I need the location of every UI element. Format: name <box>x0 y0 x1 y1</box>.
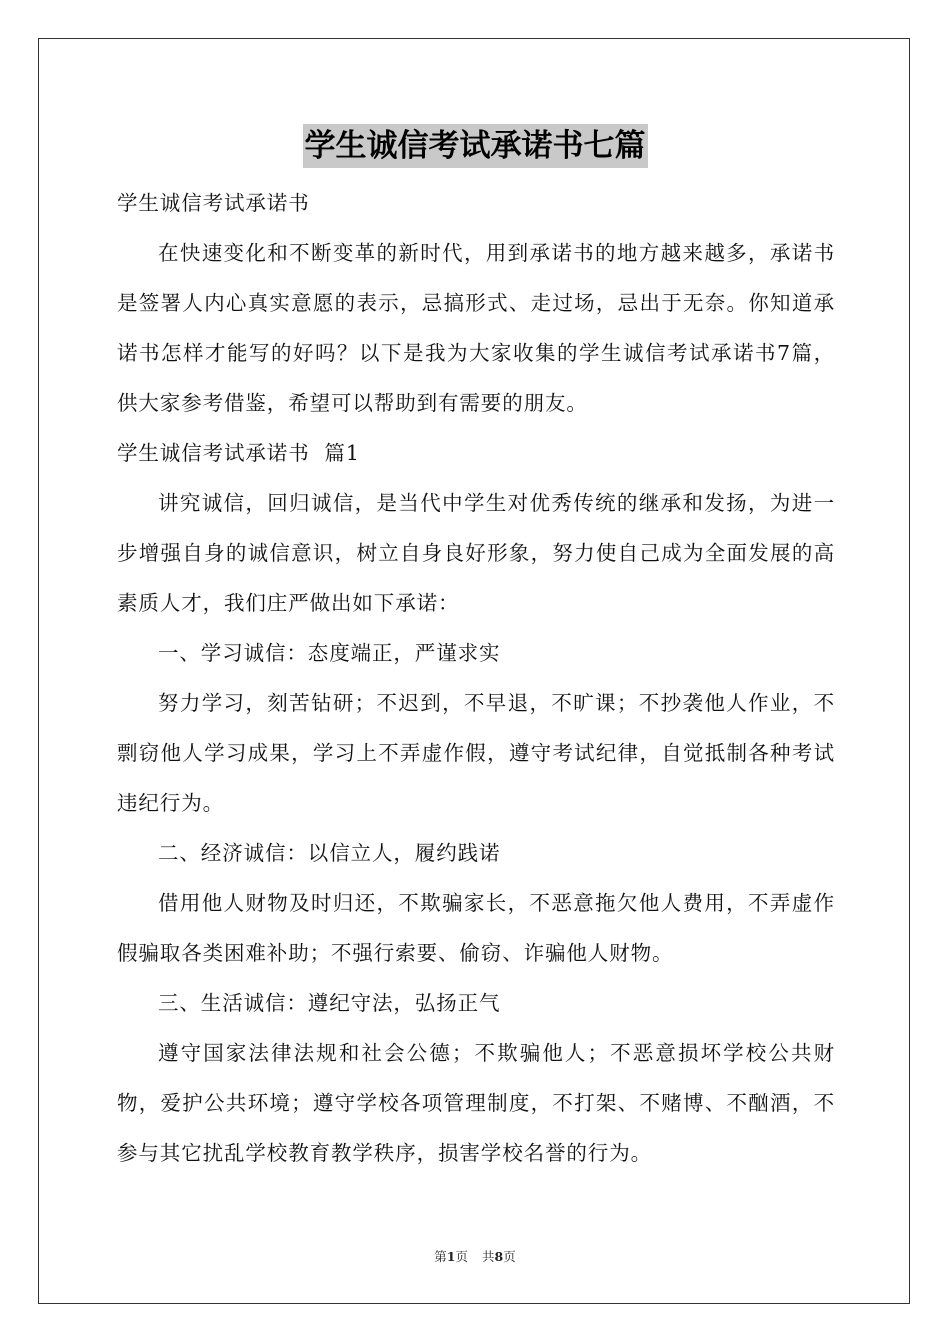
page-footer <box>0 1247 950 1265</box>
page-prefix: 第 <box>434 1249 447 1264</box>
document-body <box>117 178 835 1178</box>
total-suffix: 页 <box>503 1249 516 1264</box>
section-heading-1: 学生诚信考试承诺书 篇1 <box>117 441 360 465</box>
clause-heading: 一、学习诚信：态度端正，严谨求实 <box>158 641 501 665</box>
body-paragraph: 讲究诚信，回归诚信，是当代中学生对优秀传统的继承和发扬，为进一步增强自身的诚信意识，树立自身良好形象，努力使自己成为全面发展的高素质人才，我们庄严做出如下承诺： <box>117 491 835 615</box>
clause-heading: 二、经济诚信：以信立人，履约践诺 <box>158 841 501 865</box>
document-title-text: 学生诚信考试承诺书七篇 <box>303 124 648 168</box>
intro-paragraph: 在快速变化和不断变革的新时代，用到承诺书的地方越来越多，承诺书是签署人内心真实意愿的表示，忌搞形式、走过场，忌出于无奈。你知道承诺书怎样才能写的好吗？以下是我为大家收集的学生诚信考试承诺书7篇，供大家参考借鉴，希望可以帮助到有需要的朋友。 <box>117 241 835 415</box>
subtitle: 学生诚信考试承诺书 <box>117 191 310 215</box>
page-number: 1 <box>446 1249 456 1264</box>
document-title <box>0 124 950 168</box>
total-pages: 8 <box>494 1249 504 1264</box>
body-paragraph: 努力学习，刻苦钻研；不迟到，不早退，不旷课；不抄袭他人作业，不剽窃他人学习成果，学习上不弄虚作假，遵守考试纪律，自觉抵制各种考试违纪行为。 <box>117 691 835 815</box>
total-prefix: 共 <box>482 1249 495 1264</box>
page-suffix: 页 <box>455 1249 468 1264</box>
body-paragraph: 借用他人财物及时归还，不欺骗家长，不恶意拖欠他人费用，不弄虚作假骗取各类困难补助；不强行索要、偷窃、诈骗他人财物。 <box>117 891 835 965</box>
clause-heading: 三、生活诚信：遵纪守法，弘扬正气 <box>158 991 501 1015</box>
body-paragraph: 遵守国家法律法规和社会公德；不欺骗他人；不恶意损坏学校公共财物，爱护公共环境；遵守学校各项管理制度，不打架、不赌博、不酗酒，不参与其它扰乱学校教育教学秩序，损害学校名誉的行为。 <box>117 1041 835 1165</box>
